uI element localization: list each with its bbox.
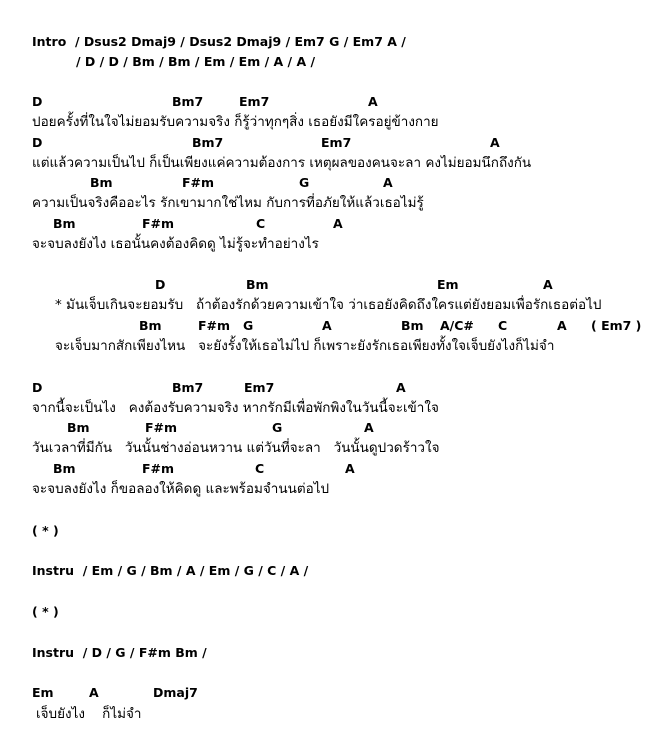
instrumental-line: Instru / Em / G / Bm / A / Em / G / C / A / xyxy=(32,563,309,578)
chord: Bm7 xyxy=(172,94,204,109)
chord: A xyxy=(364,420,374,435)
chord: A xyxy=(345,461,355,476)
chord: D xyxy=(155,277,166,292)
lyric-line: จะจบลงยังไง ก็ขอลองให้คิดดู และพร้อมจำนนต่อไป xyxy=(32,481,330,497)
chord: Em7 xyxy=(244,380,275,395)
chord: F#m xyxy=(142,216,175,231)
chord: Bm xyxy=(90,175,113,190)
chord: ( Em7 ) xyxy=(591,318,642,333)
chord: Em7 xyxy=(321,135,352,150)
chord: Bm7 xyxy=(192,135,224,150)
lyric-line: เจ็บยังไง ก็ไม่จำ xyxy=(36,706,142,722)
chord: G xyxy=(299,175,310,190)
chord: Bm xyxy=(53,461,76,476)
intro-line: / D / D / Bm / Bm / Em / Em / A / A / xyxy=(76,54,316,69)
chord: A xyxy=(89,685,99,700)
chord: A xyxy=(368,94,378,109)
lyric-line: จะเจ็บมากสักเพียงไหน จะยังรั้งให้เธอไม่ไป ก็เพราะยังรักเธอเพียงทั้งใจเจ็บยังไงก็ไม่จำ xyxy=(55,338,555,354)
instrumental-line: Instru / D / G / F#m Bm / xyxy=(32,645,207,660)
lyric-line: จะจบลงยังไง เธอนั้นคงต้องคิดดู ไม่รู้จะทำอย่างไร xyxy=(32,236,319,252)
chord: F#m xyxy=(145,420,178,435)
chord: A xyxy=(557,318,567,333)
chorus-repeat: ( * ) xyxy=(32,604,59,619)
chord: Bm7 xyxy=(172,380,204,395)
chord: A/C# xyxy=(440,318,474,333)
chord: Em xyxy=(32,685,54,700)
chord: Dmaj7 xyxy=(153,685,198,700)
chord: Bm xyxy=(67,420,90,435)
chord: D xyxy=(32,380,43,395)
chord: C xyxy=(498,318,508,333)
chord: A xyxy=(396,380,406,395)
chord: A xyxy=(543,277,553,292)
lyric-line: จากนี้จะเป็นไง คงต้องรับความจริง หากรักมีเพื่อพักพิงในวันนี้จะเข้าใจ xyxy=(32,400,439,416)
chord: Em7 xyxy=(239,94,270,109)
chord: Bm xyxy=(139,318,162,333)
chord: D xyxy=(32,94,43,109)
chord: A xyxy=(490,135,500,150)
lyric-line: ปอยครั้งที่ในใจไม่ยอมรับความจริง ก็รู้ว่าทุกๆสิ่ง เธอยังมีใครอยู่ข้างกาย xyxy=(32,114,439,130)
chord: A xyxy=(383,175,393,190)
intro-line: Intro / Dsus2 Dmaj9 / Dsus2 Dmaj9 / Em7 G / Em7 A / xyxy=(32,34,406,49)
chord: A xyxy=(322,318,332,333)
chord: Bm xyxy=(246,277,269,292)
chord: Em xyxy=(437,277,459,292)
lyric-line: * มันเจ็บเกินจะยอมรับ ถ้าต้องรักด้วยความเข้าใจ ว่าเธอยังคิดถึงใครแต่ยังยอมเพื่อรักเธอต่อไป xyxy=(55,297,602,313)
chord: C xyxy=(255,461,265,476)
chord: Bm xyxy=(401,318,424,333)
lyric-line: แต่แล้วความเป็นไป ก็เป็นเพียงแค่ความต้องการ เหตุผลของคนจะลา คงไม่ยอมนึกถึงกัน xyxy=(32,155,532,171)
chord: G xyxy=(272,420,283,435)
chord: F#m xyxy=(182,175,215,190)
chord: D xyxy=(32,135,43,150)
chord: F#m xyxy=(198,318,231,333)
chorus-repeat: ( * ) xyxy=(32,523,59,538)
chord: Bm xyxy=(53,216,76,231)
chord: G xyxy=(243,318,254,333)
chord: A xyxy=(333,216,343,231)
lyric-line: วันเวลาที่มีกัน วันนั้นช่างอ่อนหวาน แต่วันที่จะลา วันนั้นดูปวดร้าวใจ xyxy=(32,440,440,456)
lyric-line: ความเป็นจริงคืออะไร รักเขามากใช่ไหม กับการที่อภัยให้แล้วเธอไม่รู้ xyxy=(32,195,424,211)
chord: F#m xyxy=(142,461,175,476)
chord: C xyxy=(256,216,266,231)
